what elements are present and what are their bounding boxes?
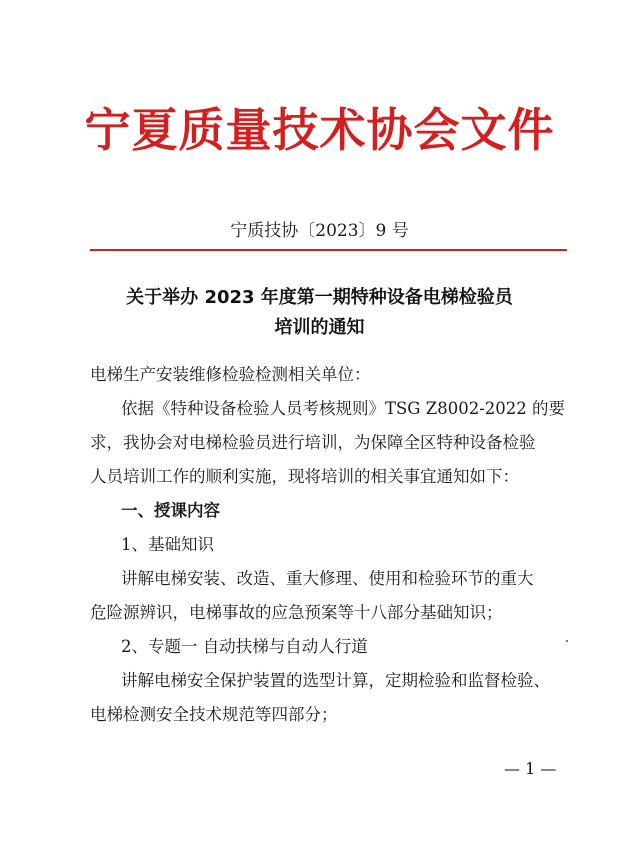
notice-title xyxy=(0,283,639,343)
item-2-line-2: 电梯检测安全技术规范等四部分； xyxy=(90,705,338,724)
notice-title-line-1: 关于举办 2023 年度第一期特种设备电梯检验员 xyxy=(126,287,513,308)
item-1-heading: 1、基础知识 xyxy=(121,535,214,554)
intro-line-1: 依据《特种设备检验人员考核规则》TSG Z8002-2022 的要 xyxy=(121,399,566,418)
section-heading-teaching-content: 一、授课内容 xyxy=(121,501,220,520)
item-1-line-2: 危险源辨识，电梯事故的应急预案等十八部分基础知识； xyxy=(90,603,503,622)
intro-line-2: 求，我协会对电梯检验员进行培训，为保障全区特种设备检验 xyxy=(90,433,536,452)
item-2-heading: 2、专题一 自动扶梯与自动人行道 xyxy=(121,637,368,656)
document-number: 宁质技协〔2023〕9 号 xyxy=(230,221,409,241)
intro-line-3: 人员培训工作的顺利实施，现将培训的相关事宜通知如下： xyxy=(90,467,519,486)
red-divider-rule xyxy=(90,249,567,251)
salutation: 电梯生产安装维修检验检测相关单位： xyxy=(90,365,371,384)
masthead-title: 宁夏质量技术协会文件 xyxy=(84,103,555,157)
scan-speck xyxy=(566,640,568,642)
notice-title-line-2: 培训的通知 xyxy=(274,317,365,338)
page-number: — 1 — xyxy=(504,759,557,778)
item-2-line-1: 讲解电梯安全保护装置的选型计算，定期检验和监督检验、 xyxy=(121,671,550,690)
item-1-line-1: 讲解电梯安装、改造、重大修理、使用和检验环节的重大 xyxy=(121,569,534,588)
